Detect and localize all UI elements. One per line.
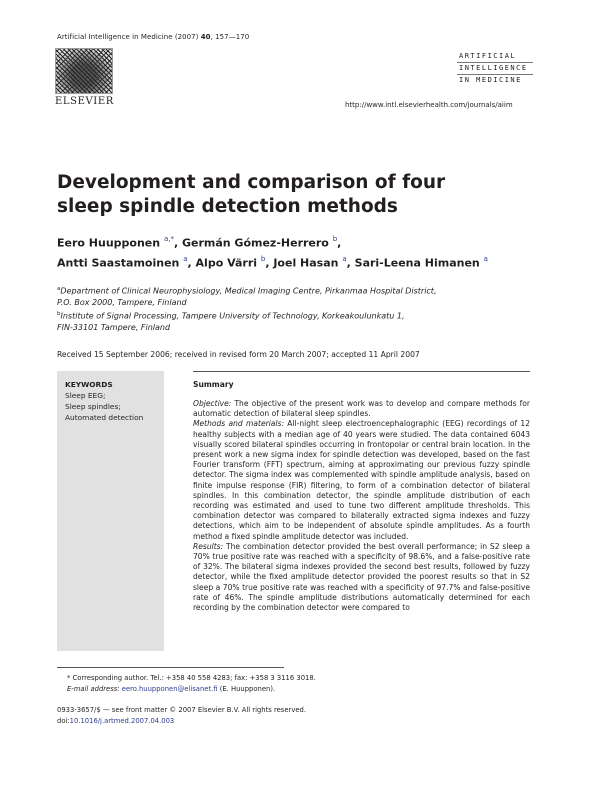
- doi-line: [57, 716, 306, 727]
- footnote-rule: [57, 667, 284, 668]
- author-name: Joel Hasan: [273, 256, 339, 270]
- author-name: Eero Huupponen: [57, 236, 161, 250]
- footnote: [57, 673, 316, 694]
- email-suffix: (E. Huupponen).: [217, 684, 276, 693]
- affiliation-mark: b: [57, 310, 61, 317]
- elsevier-tree-icon: [55, 48, 113, 94]
- keyword-item: Automated detection: [65, 413, 144, 422]
- doi-link[interactable]: 10.1016/j.artmed.2007.04.003: [69, 716, 175, 725]
- summary-paragraph: [193, 399, 530, 613]
- author-list: [57, 232, 537, 271]
- elsevier-logo: [55, 48, 115, 107]
- author-name: Sari-Leena Himanen: [354, 256, 480, 270]
- email-note: [57, 684, 316, 695]
- author-affiliation-link[interactable]: b: [332, 235, 338, 243]
- affiliation-line: FIN-33101 Tampere, Finland: [57, 322, 171, 332]
- objective-text: The objective of the present work was to develop and compare methods for automatic detection of bilateral sleep spindles.: [193, 399, 530, 419]
- publisher-name: ELSEVIER: [55, 96, 114, 107]
- journal-citation: [57, 33, 249, 41]
- received-dates: Received 15 September 2006; received in revised form 20 March 2007; accepted 11 April 2007: [57, 350, 420, 359]
- copyright-block: [57, 705, 306, 726]
- author-affiliation-link[interactable]: b: [260, 254, 266, 263]
- summary-top-rule: [193, 371, 530, 372]
- journal-logo-line: INTELLIGENCE: [457, 63, 533, 75]
- author-line-1: Eero Huupponen $^{a,*}$, Germán Gómez-Herrero $^b$,: [57, 235, 342, 250]
- journal-logo-line: ARTIFICIAL: [457, 51, 533, 63]
- author-affiliation-link[interactable]: a: [342, 254, 347, 263]
- affiliations: [57, 284, 527, 333]
- affiliation-line: Institute of Signal Processing, Tampere University of Technology, Korkeakoulunkatu 1,: [60, 311, 405, 321]
- author-affiliation-link[interactable]: a: [183, 254, 188, 263]
- issn-line: 0933-3657/$ — see front matter © 2007 Elsevier B.V. All rights reserved.: [57, 706, 306, 714]
- journal-logo: [457, 51, 533, 86]
- author-affiliation-link[interactable]: a: [483, 254, 488, 263]
- results-label: Results:: [193, 541, 224, 551]
- affiliation-line: Department of Clinical Neurophysiology, Medical Imaging Centre, Pirkanmaa Hospital District,: [60, 286, 437, 296]
- keywords-panel: [57, 371, 164, 651]
- journal-url-link[interactable]: http://www.intl.elsevierhealth.com/journals/aiim: [345, 101, 513, 109]
- methods-text: All-night sleep electroencephalographic (EEG) recordings of 12 healthy subjects with a median age of 40 years were studied. The data contained 6043 visually scored bilateral spindles occurring in frontopolar or central brain location. In the present work a new sigma index for spindle detection was developed, based on the fast Fourier transform (FFT) spectrum, aiming at approximating our previous fuzzy spindle detector. The sigma index was complemented with spindle amplitude analysis, based on finite impulse response (FIR) filtering, to form of a combination detector of bilateral spindles. In this combination detector, the spindle amplitude distribution of each recording was estimated and used to tune two different amplitude thresholds. This combination detector was compared to bilaterally extracted sigma indexes and fuzzy detections, which aim to be independent of absolute spindle amplitudes. As a fourth method a fixed spindle amplitude detector was included.: [193, 419, 530, 541]
- author-affiliation-link[interactable]: a,*: [163, 235, 174, 243]
- summary-heading: Summary: [193, 380, 234, 389]
- affiliation-line: P.O. Box 2000, Tampere, Finland: [57, 298, 187, 308]
- author-name: Germán Gómez-Herrero: [181, 236, 329, 250]
- affiliation-b: [57, 309, 527, 322]
- doi-prefix: doi:: [57, 716, 70, 725]
- author-name: Alpo Värri: [195, 256, 258, 270]
- affiliation-a: [57, 284, 527, 297]
- email-label: E-mail address:: [67, 684, 120, 693]
- corresponding-author-note: * Corresponding author. Tel.: +358 40 558 4283; fax: +358 3 3116 3018.: [67, 674, 316, 682]
- author-name: Antti Saastamoinen: [57, 256, 180, 270]
- objective-label: Objective:: [193, 399, 232, 408]
- affiliation-mark: a: [57, 286, 61, 292]
- journal-volume: 40: [200, 33, 211, 41]
- keyword-item: Sleep EEG;: [65, 391, 106, 400]
- article-title: Development and comparison of four sleep spindle detection methods: [57, 172, 446, 217]
- email-link[interactable]: eero.huupponen@elisanet.fi: [121, 684, 218, 693]
- journal-citation-prefix: Artificial Intelligence in Medicine (2007): [57, 33, 201, 41]
- keyword-item: Sleep spindles;: [65, 402, 121, 411]
- results-text: The combination detector provided the best overall performance; in S2 sleep a 70% true positive rate was reached with a specificity of 98.6%, and a false-positive rate of 32%. The bilateral sigma indexes provided the second best results, followed by fuzzy detector, while the fixed amplitude detector provided the poorest results so that in S2 sleep a 70% true positive rate was reached with a specificity of 97.7% and false-positive rate of 46%. The spindle amplitude distributions automatically determined for each recording by the combination detector were compared to: [193, 541, 530, 613]
- keywords-heading: KEYWORDS: [65, 380, 113, 389]
- author-line-2: Antti Saastamoinen $^a$, Alpo Värri $^b$, Joel Hasan $^a$, Sari-Leena Himanen $^a$: [57, 254, 488, 270]
- journal-logo-line: IN MEDICINE: [459, 76, 522, 84]
- methods-label: Methods and materials:: [193, 419, 284, 429]
- abstract: [193, 380, 530, 613]
- journal-pages: , 157—170: [210, 33, 250, 41]
